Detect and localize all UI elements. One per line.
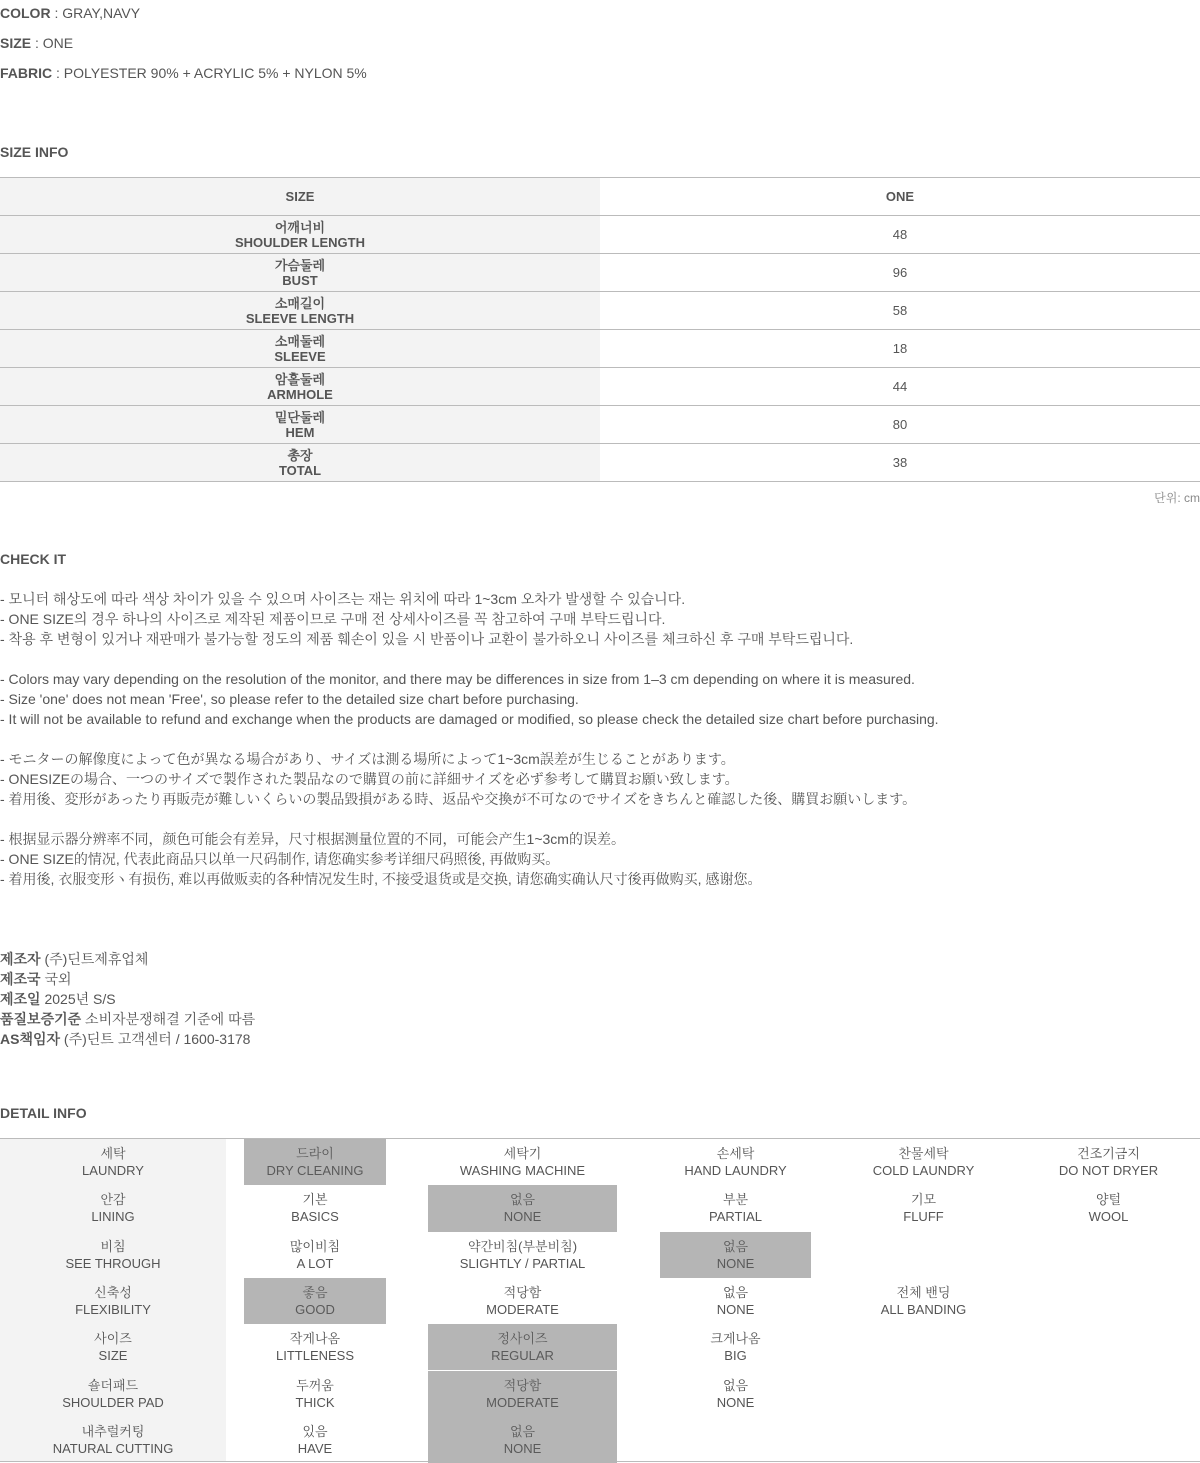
size-row-value: 38 bbox=[892, 455, 908, 470]
detail-option-en: FLUFF bbox=[903, 1209, 944, 1225]
detail-row-label bbox=[0, 1324, 226, 1370]
detail-option-ko: 많이비침 bbox=[289, 1238, 341, 1254]
check-it-line-en: - Colors may vary depending on the resolution of the monitor, and there may be differences in size from 1–3 cm depending on where it is measured. bbox=[0, 671, 915, 687]
detail-option-en: BASICS bbox=[291, 1209, 339, 1225]
check-it-line-zh: - ONE SIZE的情况, 代表此商品只以单一尺码制作, 请您确实参考详细尺码照後, 再做购买。 bbox=[0, 851, 560, 867]
detail-option-ko: 세탁 bbox=[100, 1146, 126, 1162]
unit-label: 단위: cm bbox=[1154, 491, 1200, 505]
check-it-line-zh: - 着用後, 衣服变形ヽ有损伤, 难以再做贩卖的各种情况发生时, 不接受退货或是交换, 请您确实确认尺寸後再做购买, 感谢您。 bbox=[0, 871, 762, 887]
spec-fabric: FABRIC : POLYESTER 90% + ACRYLIC 5% + NYLON 5% bbox=[0, 65, 367, 81]
detail-option-selected bbox=[660, 1232, 811, 1278]
detail-option bbox=[660, 1371, 811, 1417]
size-row-ko: 어깨너비 bbox=[274, 219, 326, 235]
detail-option-en: NONE bbox=[503, 1209, 542, 1225]
size-table-row bbox=[0, 330, 1200, 368]
detail-row-label bbox=[0, 1185, 226, 1231]
size-row-value: 96 bbox=[892, 265, 908, 280]
detail-row-label bbox=[0, 1278, 226, 1324]
size-table-row bbox=[0, 292, 1200, 330]
detail-option bbox=[244, 1417, 386, 1463]
size-row-label bbox=[0, 216, 600, 253]
size-row-en: TOTAL bbox=[278, 462, 322, 478]
size-row-label bbox=[0, 292, 600, 329]
detail-option bbox=[244, 1232, 386, 1278]
detail-option-ko: 기모 bbox=[910, 1192, 937, 1208]
check-it-line-ja: - ONESIZEの場合、一つのサイズで製作された製品なので購買の前に詳細サイズを必ず参考して購買お願い致します。 bbox=[0, 771, 739, 787]
size-info-title: SIZE INFO bbox=[0, 144, 69, 160]
size-row-label bbox=[0, 406, 600, 443]
detail-option-en: LINING bbox=[91, 1209, 135, 1225]
detail-option-en: DRY CLEANING bbox=[266, 1163, 364, 1179]
detail-option-ko: 없음 bbox=[722, 1285, 749, 1301]
size-table-row bbox=[0, 254, 1200, 292]
detail-option-en: THICK bbox=[295, 1394, 335, 1410]
detail-option-ko: 없음 bbox=[722, 1377, 749, 1393]
detail-row-label bbox=[0, 1139, 226, 1185]
detail-option-en: NONE bbox=[716, 1302, 755, 1318]
size-row-ko: 소매둘레 bbox=[274, 333, 326, 349]
detail-option-en: ALL BANDING bbox=[880, 1302, 967, 1318]
size-row-ko: 가슴둘레 bbox=[274, 257, 326, 273]
detail-option-en: NONE bbox=[503, 1440, 542, 1456]
detail-option-ko: 드라이 bbox=[296, 1146, 334, 1162]
detail-option-en: SLIGHTLY / PARTIAL bbox=[459, 1255, 586, 1271]
spec-size: SIZE : ONE bbox=[0, 35, 74, 51]
detail-option bbox=[428, 1232, 617, 1278]
detail-option bbox=[660, 1185, 811, 1231]
detail-option-en: SEE THROUGH bbox=[65, 1255, 161, 1271]
size-table-row bbox=[0, 216, 1200, 254]
check-it-title: CHECK IT bbox=[0, 551, 67, 567]
size-row-ko: 소매길이 bbox=[274, 295, 326, 311]
detail-option bbox=[660, 1324, 811, 1370]
check-it-line-zh: - 根据显示器分辨率不同，颜色可能会有差异，尺寸根据测量位置的不同，可能会产生1~3cm的误差。 bbox=[0, 831, 625, 847]
maker-info-line: 품질보증기준 소비자분쟁해결 기준에 따름 bbox=[0, 1011, 256, 1027]
detail-option bbox=[244, 1185, 386, 1231]
detail-option-en: BIG bbox=[724, 1348, 747, 1364]
detail-option-en: LAUNDRY bbox=[82, 1163, 144, 1179]
detail-info-title: DETAIL INFO bbox=[0, 1105, 87, 1121]
detail-option-ko: 숄더패드 bbox=[87, 1377, 139, 1393]
detail-option-en: NATURAL CUTTING bbox=[52, 1440, 174, 1456]
detail-option-en: DO NOT DRYER bbox=[1058, 1163, 1159, 1179]
detail-option-ko: 좋음 bbox=[302, 1285, 328, 1301]
detail-option-ko: 건조기금지 bbox=[1077, 1146, 1140, 1162]
size-row-value: 44 bbox=[892, 379, 908, 394]
check-it-line-ja: - モニターの解像度によって色が異なる場合があり、サイズは測る場所によって1~3cm誤差が生じることがあります。 bbox=[0, 751, 735, 767]
size-table-header: SIZE ONE bbox=[0, 178, 1200, 216]
size-row-ko: 암홀둘레 bbox=[274, 371, 326, 387]
detail-option-en: WOOL bbox=[1088, 1209, 1129, 1225]
detail-option-ko: 기본 bbox=[302, 1192, 328, 1208]
size-table-row bbox=[0, 368, 1200, 406]
detail-option-selected bbox=[428, 1324, 617, 1370]
detail-option-ko: 사이즈 bbox=[94, 1331, 132, 1347]
detail-option-ko: 크게나옴 bbox=[710, 1331, 761, 1347]
size-row-en: HEM bbox=[285, 424, 315, 440]
detail-option-en: NONE bbox=[716, 1255, 755, 1271]
detail-row-label bbox=[0, 1232, 226, 1278]
size-row-ko: 밑단둘레 bbox=[274, 409, 326, 425]
detail-option-ko: 양털 bbox=[1095, 1192, 1122, 1208]
detail-option-ko: 없음 bbox=[722, 1238, 749, 1254]
detail-option-selected bbox=[244, 1278, 386, 1324]
detail-option bbox=[428, 1278, 617, 1324]
detail-option bbox=[833, 1185, 1014, 1231]
maker-info-line: 제조일 2025년 S/S bbox=[0, 991, 116, 1007]
detail-option-ko: 약간비침(부분비침) bbox=[467, 1238, 578, 1254]
size-row-en: ARMHOLE bbox=[267, 386, 333, 402]
detail-option-selected bbox=[244, 1139, 386, 1185]
size-row-en: SHOULDER LENGTH bbox=[235, 234, 365, 250]
size-row-en: SLEEVE LENGTH bbox=[245, 310, 355, 326]
detail-option bbox=[428, 1139, 617, 1185]
detail-option-en: LITTLENESS bbox=[275, 1348, 355, 1364]
maker-info-line: AS책임자 (주)딘트 고객센터 / 1600-3178 bbox=[0, 1031, 251, 1047]
size-row-label bbox=[0, 368, 600, 405]
detail-option-ko: 적당함 bbox=[503, 1285, 542, 1301]
detail-option-ko: 정사이즈 bbox=[497, 1331, 548, 1347]
detail-option bbox=[660, 1278, 811, 1324]
maker-info-line: 제조국 국외 bbox=[0, 971, 72, 987]
size-table-row bbox=[0, 406, 1200, 444]
detail-option-en: WASHING MACHINE bbox=[459, 1163, 586, 1179]
detail-option-selected bbox=[428, 1417, 617, 1463]
detail-option bbox=[244, 1371, 386, 1417]
check-it-line-ja: - 着用後、変形があったり再販売が難しいくらいの製品毀損がある時、返品や交換が不可なのでサイズをきちんと確認した後、購買お願いします。 bbox=[0, 791, 917, 807]
detail-table bbox=[0, 1138, 1200, 1462]
detail-option-en: SIZE bbox=[98, 1348, 128, 1364]
detail-option-en: GOOD bbox=[295, 1302, 335, 1318]
detail-option-en: A LOT bbox=[296, 1255, 334, 1271]
detail-option-ko: 있음 bbox=[302, 1423, 328, 1439]
detail-option-ko: 비침 bbox=[100, 1238, 126, 1254]
detail-option bbox=[1017, 1185, 1200, 1231]
detail-option-ko: 손세탁 bbox=[716, 1146, 755, 1162]
detail-option-selected bbox=[428, 1185, 617, 1231]
detail-option-en: HAVE bbox=[297, 1440, 333, 1456]
detail-option-en: SHOULDER PAD bbox=[62, 1394, 164, 1410]
detail-option-en: REGULAR bbox=[491, 1348, 554, 1364]
detail-option-en: PARTIAL bbox=[709, 1209, 762, 1225]
size-row-label bbox=[0, 330, 600, 367]
detail-option bbox=[1017, 1139, 1200, 1185]
maker-info-line: 제조자 (주)딘트제휴업체 bbox=[0, 951, 149, 967]
detail-option-ko: 전체 밴딩 bbox=[896, 1285, 951, 1301]
detail-option-ko: 적당함 bbox=[503, 1377, 542, 1393]
detail-option-en: MODERATE bbox=[486, 1394, 559, 1410]
detail-row-label bbox=[0, 1371, 226, 1417]
size-row-en: SLEEVE bbox=[274, 348, 326, 364]
check-it-line-en: - Size 'one' does not mean 'Free', so please refer to the detailed size chart before purchasing. bbox=[0, 691, 579, 707]
size-table-row bbox=[0, 444, 1200, 482]
detail-option bbox=[833, 1139, 1014, 1185]
check-it-line-ko: - 착용 후 변형이 있거나 재판매가 불가능할 정도의 제품 훼손이 있을 시 반품이나 교환이 불가하오니 사이즈를 체크하신 후 구매 부탁드립니다. bbox=[0, 631, 854, 647]
detail-option bbox=[244, 1324, 386, 1370]
detail-option bbox=[660, 1139, 811, 1185]
detail-option bbox=[833, 1278, 1014, 1324]
size-row-value: 48 bbox=[892, 227, 908, 242]
detail-option-en: FLEXIBILITY bbox=[75, 1302, 151, 1318]
detail-option-ko: 내추럴커팅 bbox=[81, 1423, 145, 1439]
detail-option-en: NONE bbox=[716, 1394, 755, 1410]
size-row-value: 58 bbox=[892, 303, 908, 318]
detail-option-en: HAND LAUNDRY bbox=[684, 1163, 787, 1179]
detail-option-ko: 두꺼움 bbox=[296, 1377, 334, 1393]
detail-option-ko: 작게나옴 bbox=[289, 1331, 341, 1347]
size-row-ko: 총장 bbox=[287, 447, 313, 463]
size-row-value: 80 bbox=[892, 417, 908, 432]
detail-option-ko: 신축성 bbox=[94, 1285, 132, 1301]
detail-option-selected bbox=[428, 1371, 617, 1417]
check-it-line-ko: - ONE SIZE의 경우 하나의 사이즈로 제작된 제품이므로 구매 전 상세사이즈를 꼭 참고하여 구매 부탁드립니다. bbox=[0, 611, 666, 627]
check-it-line-ko: - 모니터 해상도에 따라 색상 차이가 있을 수 있으며 사이즈는 재는 위치에 따라 1~3cm 오차가 발생할 수 있습니다. bbox=[0, 591, 686, 607]
detail-option-ko: 없음 bbox=[509, 1192, 536, 1208]
detail-option-ko: 찬물세탁 bbox=[898, 1146, 949, 1162]
detail-option-ko: 부분 bbox=[722, 1192, 749, 1208]
check-it-line-en: - It will not be available to refund and exchange when the products are damaged or modified, so please check the detailed size chart before purchasing. bbox=[0, 711, 939, 727]
size-row-en: BUST bbox=[282, 272, 318, 288]
size-row-label bbox=[0, 444, 600, 481]
spec-color: COLOR : GRAY,NAVY bbox=[0, 5, 141, 21]
detail-option-ko: 세탁기 bbox=[503, 1146, 542, 1162]
size-row-label bbox=[0, 254, 600, 291]
detail-option-en: COLD LAUNDRY bbox=[872, 1163, 975, 1179]
size-table bbox=[0, 177, 1200, 482]
size-row-value: 18 bbox=[892, 341, 908, 356]
detail-option-ko: 없음 bbox=[509, 1423, 536, 1439]
detail-option-en: MODERATE bbox=[486, 1302, 559, 1318]
detail-option-ko: 안감 bbox=[100, 1192, 126, 1208]
detail-row-label bbox=[0, 1417, 226, 1463]
